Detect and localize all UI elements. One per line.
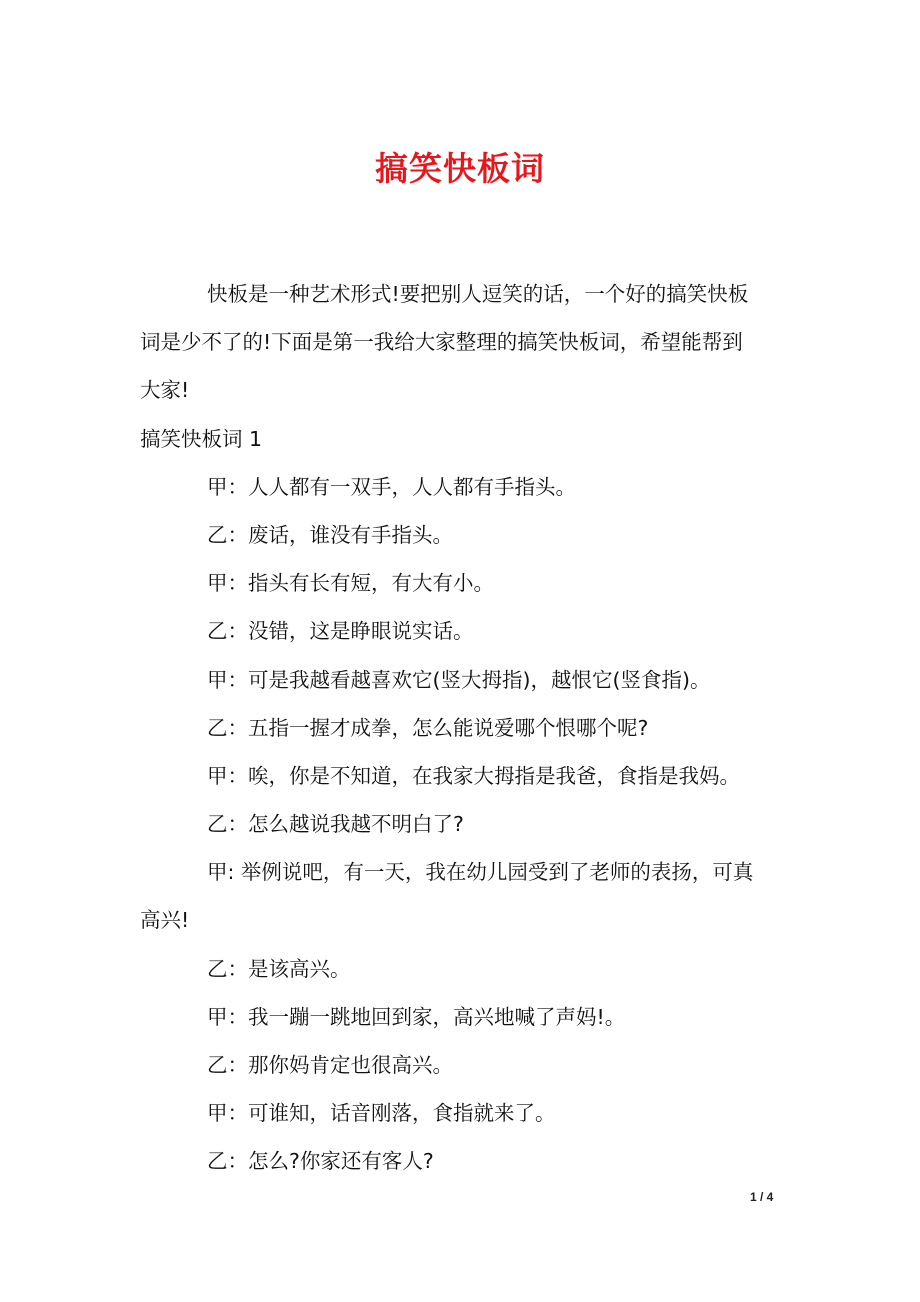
- text-line: 乙：是该高兴。: [207, 956, 351, 981]
- text-line: 高兴!: [140, 908, 190, 933]
- text-line: 甲：可是我越看越喜欢它(竖大拇指)，越恨它(竖食指)。: [207, 667, 711, 692]
- document-title: 搞笑快板词: [375, 149, 545, 188]
- paragraph: [140, 1143, 790, 1191]
- text-line: 甲：指头有长有短，有大有小。: [207, 571, 494, 596]
- paragraph: [140, 951, 790, 999]
- paragraph: [140, 517, 790, 565]
- paragraph: [140, 565, 790, 613]
- text-line: 大家!: [140, 378, 190, 403]
- paragraph: [140, 1095, 790, 1143]
- text-line: 甲: 举例说吧，有一天，我在幼儿园受到了老师的表扬，可真: [207, 860, 754, 885]
- text-line: 甲：我一蹦一跳地回到家，高兴地喊了声妈!。: [207, 1004, 626, 1029]
- paragraph: [140, 710, 790, 758]
- text-line: 搞笑快板词 1: [140, 426, 263, 451]
- paragraph: [140, 662, 790, 710]
- paragraph: [140, 758, 790, 806]
- page-number: 1 / 4: [750, 1190, 774, 1204]
- text-line: 快板是一种艺术形式!要把别人逗笑的话，一个好的搞笑快板: [207, 282, 749, 306]
- paragraph: [140, 276, 790, 421]
- paragraph: [140, 469, 790, 517]
- text-line: 乙：怎么越说我越不明白了?: [207, 812, 464, 837]
- text-line: 甲：可谁知，话音刚落，食指就来了。: [207, 1101, 556, 1126]
- paragraph: [140, 999, 790, 1047]
- text-line: 乙：五指一握才成拳，怎么能说爱哪个恨哪个呢?: [207, 715, 649, 740]
- paragraph: [140, 806, 790, 854]
- text-line: 乙：废话，谁没有手指头。: [207, 522, 453, 547]
- text-line: 词是少不了的!下面是第一我给大家整理的搞笑快板词，希望能帮到: [140, 330, 743, 355]
- text-line: 甲：人人都有一双手，人人都有手指头。: [207, 474, 576, 499]
- paragraph: [140, 613, 790, 661]
- document-body: [140, 276, 790, 1192]
- paragraph: [140, 421, 790, 469]
- text-line: 甲：唉，你是不知道，在我家大拇指是我爸，食指是我妈。: [207, 763, 740, 788]
- paragraph: [140, 854, 790, 950]
- text-line: 乙：没错，这是睁眼说实话。: [207, 619, 474, 644]
- text-line: 乙：那你妈肯定也很高兴。: [207, 1053, 453, 1077]
- text-line: 乙：怎么?你家还有客人?: [207, 1149, 434, 1174]
- paragraph: [140, 1047, 790, 1095]
